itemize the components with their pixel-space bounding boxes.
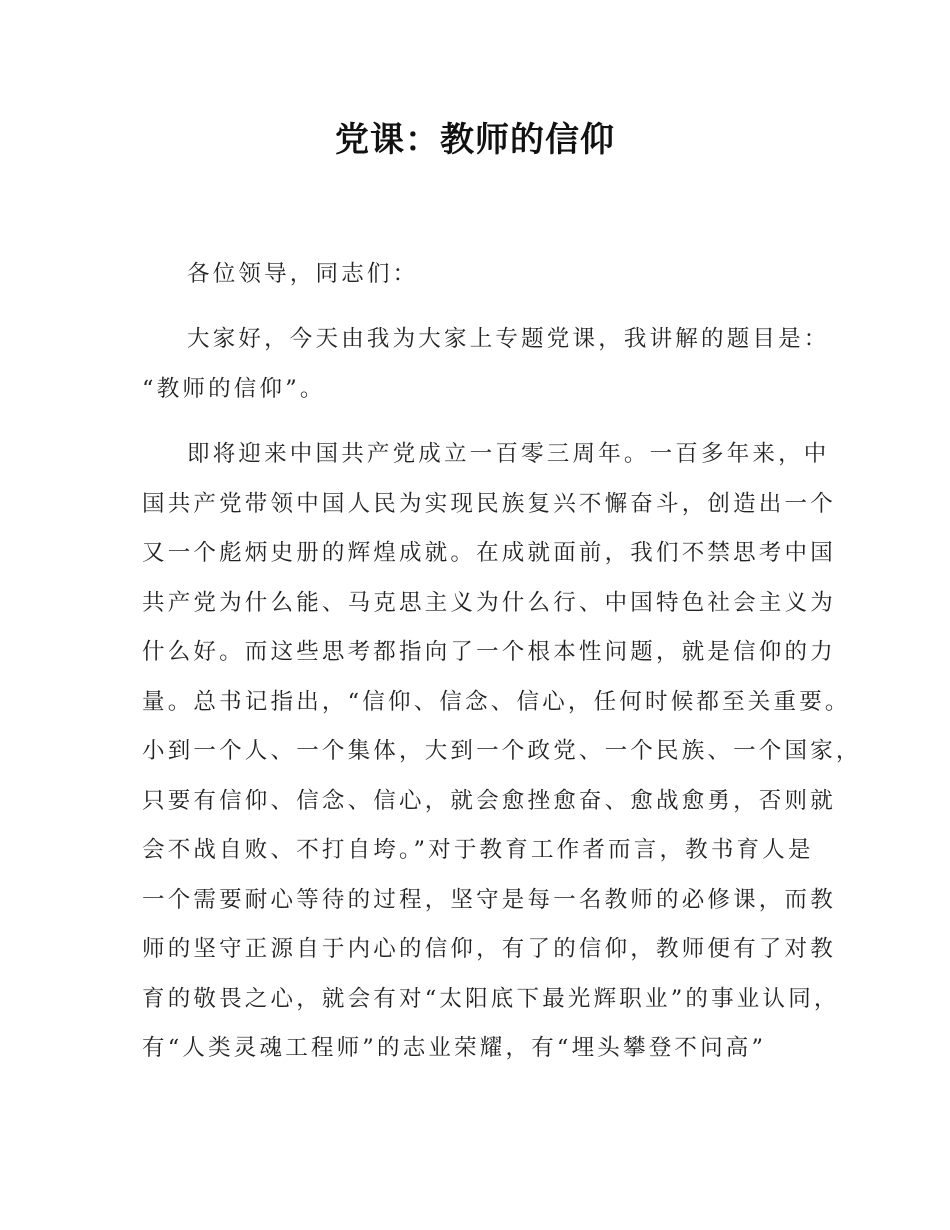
intro-line: “教师的信仰”。 [142,375,326,402]
intro-paragraph [142,315,830,414]
body-line: 一个需要耐心等待的过程，坚守是每一名教师的必修课，而教 [142,886,836,913]
body-line: 什么好。而这些思考都指向了一个根本性问题，就是信仰的力 [142,639,836,665]
greeting-text: 各位领导，同志们： [187,261,419,287]
body-line: 会不战自败、不打自垮。”对于教育工作者而言，教书育人是 [142,837,814,863]
body-line: 师的坚守正源自于内心的信仰，有了的信仰，教师便有了对教 [142,936,836,962]
greeting-paragraph [142,250,826,300]
body-line: 即将迎来中国共产党成立一百零三周年。一百多年来，中 [187,441,830,467]
main-paragraph [142,430,862,1074]
body-line: 量。总书记指出，“信仰、信念、信心，任何时候都至关重要。 [142,688,851,715]
body-line: 只要有信仰、信念、信心，就会愈挫愈奋、愈战愈勇，否则就 [142,787,836,814]
body-line: 小到一个人、一个集体，大到一个政党、一个民族、一个国家， [142,738,862,764]
intro-line: 大家好，今天由我为大家上专题党课，我讲解的题目是： [187,326,830,352]
body-line: 国共产党带领中国人民为实现民族复兴不懈奋斗，创造出一个 [142,490,836,517]
body-line: 共产党为什么能、马克思主义为什么行、中国特色社会主义为 [142,589,836,616]
body-line: 育的敬畏之心，就会有对“太阳底下最光辉职业”的事业认同， [142,985,840,1012]
page-title: 党课：教师的信仰 [335,120,615,160]
body-line: 有“人类灵魂工程师”的志业荣耀，有“埋头攀登不问高” [142,1035,767,1061]
body-line: 又一个彪炳史册的辉煌成就。在成就面前，我们不禁思考中国 [142,540,836,566]
